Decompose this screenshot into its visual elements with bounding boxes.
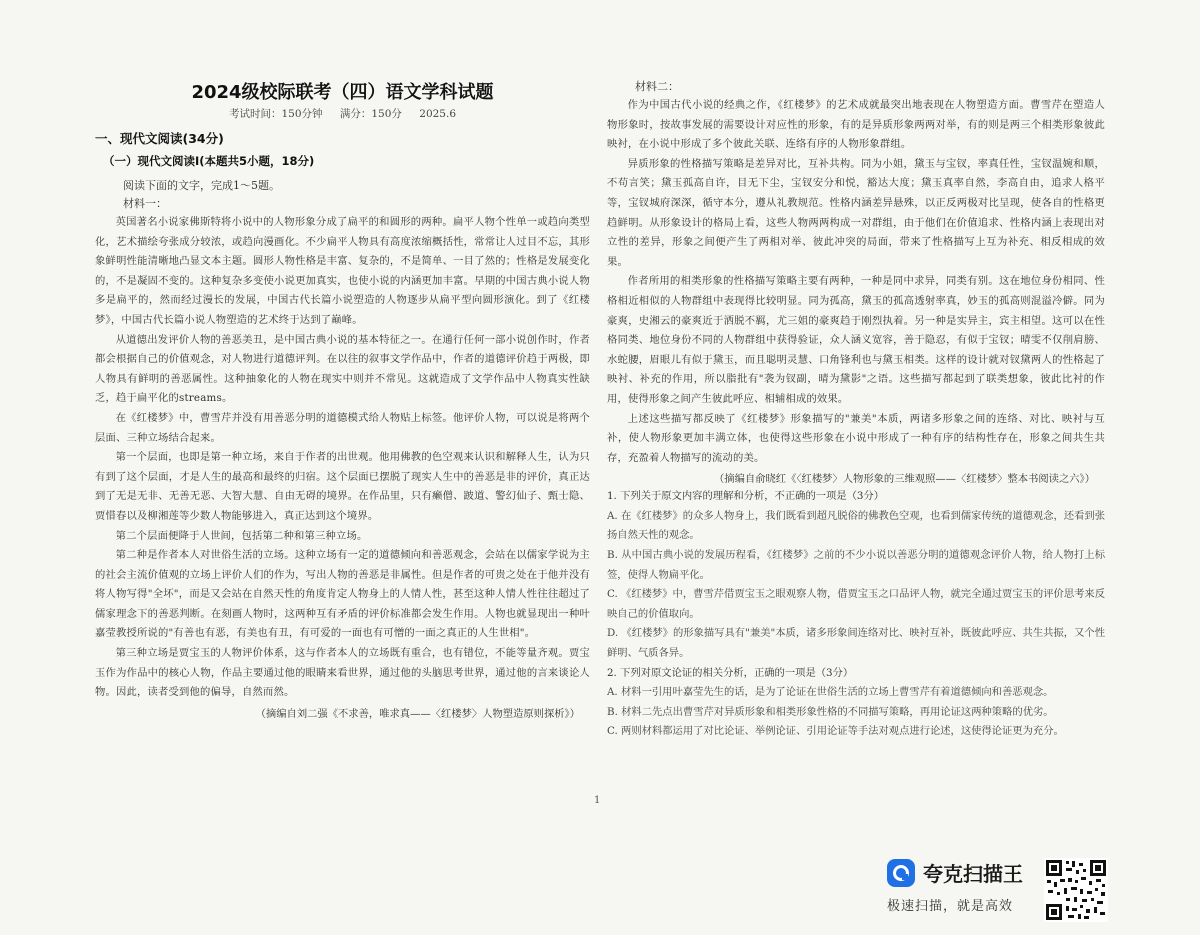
material1-source: （摘编自刘二强《不求善，唯求真——〈红楼梦〉人物塑造原则探析》）	[255, 707, 580, 720]
watermark-brand: 夸克扫描王	[923, 862, 1023, 886]
question-1-option: D. 《红楼梦》的形象描写具有"兼美"本质，诸多形象间连络对比、映衬互补，既彼此呼应、共生共振，又个性鲜明、气质各异。	[607, 627, 1105, 660]
question-1-option: C. 《红楼梦》中，曹雪芹借贾宝玉之眼观察人物，借贾宝玉之口品评人物，就完全通过贾宝玉的评价思考来反映自己的价值取向。	[607, 588, 1106, 620]
exam-info: 考试时间：150分钟 满分：150分 2025.6	[229, 108, 456, 120]
material1-paragraph: 第三种立场是贾宝玉的人物评价体系，这与作者本人的立场既有重合，也有错位，不能等量齐观。贾宝玉作为作品中的核心人物，作品主要通过他的眼睛来看世界，通过他的头脑思考世界，通过他的言来谈论人物。因此，读者受到他的偏导，自然而然。	[95, 647, 590, 699]
question-2-option: C. 两则材料都运用了对比论证、举例论证、引用论证等手法对观点进行论述，这使得论证更为充分。	[607, 725, 1064, 738]
material2-paragraph: 作为中国古代小说的经典之作，《红楼梦》的艺术成就最突出地表现在人物塑造方面。曹雪芹在塑造人物形象时，按故事发展的需要设计对应性的形象，有的是异质形象两两对举，有的则是两三个相类形象彼此映衬，在小说中形成了多个彼此关联、连络有序的人物形象群组。	[607, 99, 1105, 151]
question-2-option: A. 材料一引用叶嘉莹先生的话，是为了论证在世俗生活的立场上曹雪芹有着道德倾向和善恶观念。	[607, 686, 1054, 699]
material1-paragraph: 在《红楼梦》中，曹雪芹并没有用善恶分明的道德模式给人物贴上标签。他评价人物，可以说是将两个层面、三种立场结合起来。	[95, 411, 590, 444]
question-1-option: A. 在《红楼梦》的众多人物身上，我们既看到超凡脱俗的佛教色空观，也看到儒家传统的道德观念，还看到张扬自然天性的观念。	[607, 509, 1105, 542]
material1-label: 材料一：	[123, 197, 167, 210]
left-column	[95, 70, 590, 722]
material2-paragraph: 上述这些描写都反映了《红楼梦》形象描写的"兼美"本质，两诸多形象之间的连络、对比、映衬与互补，使人物形象更加丰满立体，也使得这些形象在小说中形成了一种有序的结构性存在，形象之间共生共存，充盈着人物描写的流动的美。	[607, 412, 1105, 464]
material2-paragraph: 作者所用的相类形象的性格描写策略主要有两种，一种是同中求异，同类有别。这在地位身份相同、性格相近相似的人物群组中表现得比较明显。同为孤高，黛玉的孤高透射率真，妙玉的孤高则混溢冷僻。同为豪爽，史湘云的豪爽近于洒脱不羁，尤三姐的豪爽趋于刚烈执着。另一种是实异主，宾主相望。这可以在性格同类、地位身份不同的人物群组中获得验证，众人涵义宽容，善于隐忍，有似于宝钗；晴雯不仅削肩膀、水蛇腰，眉眼儿有似于黛玉，而且聪明灵慧、口角锋利也与黛玉相类。这样的设计就对钗黛两人的性格起了映衬、补充的作用，所以脂批有"袭为钗副，晴为黛影"之语。这些描写都起到了联类想象，彼此比衬的作用，使得形象之间产生彼此呼应、相辅相成的效果。	[607, 275, 1105, 405]
watermark-slogan: 极速扫描，就是高效	[887, 899, 1014, 914]
question-2-option: B. 材料二先点出曹雪芹对异质形象和相类形象性格的不同描写策略，再用论证这两种策略的优劣。	[607, 705, 1054, 718]
material1-paragraph: 第二个层面便降于人世间，包括第二种和第三种立场。	[115, 529, 368, 542]
material1-paragraph: 第一个层面，也即是第一种立场，来自于作者的出世观。他用佛教的色空观来认识和解释人生，认为只有到了这个层面，才是人生的最高和最终的归宿。这个层面已摆脱了现实人生中的善恶是非的评价，真正达到了无是无非、无善无恶、大智大慧、自由无碍的境界。在作品里，只有癞僧、跛道、警幻仙子、甄士隐、贾惜春以及柳湘莲等少数人物能够进入，真正达到这个境界。	[95, 451, 590, 522]
question-1: 1. 下列关于原文内容的理解和分析，不正确的一项是（3分）	[607, 490, 885, 503]
material1-paragraph: 从道德出发评价人物的善恶美丑，是中国古典小说的基本特征之一。在通行任何一部小说创作时，作者都会根据自己的价值观念，对人物进行道德评判。在以往的叙事文学作品中，作者的道德评价趋于两极，即人物具有鲜明的善恶属性。这种抽象化的人物在现实中则并不常见。这就造成了文学作品中人物真实性缺乏，趋于扁平化的streams。	[95, 333, 590, 405]
exam-title: 2024级校际联考（四）语文学科试题	[191, 82, 494, 103]
material1-paragraph: 英国著名小说家佛斯特将小说中的人物形象分成了扁平的和圆形的两种。扁平人物个性单一或趋向类型化，艺术描绘夸张成分较浓，或趋向漫画化。不少扁平人物具有高度浓缩概括性，常常让人过目不忘，其形象鲜明性能清晰地凸显文本主题。圆形人物性格是丰富、复杂的，不是简单、一目了然的；性格是发展变化的，不是凝固不变的。这种复杂多变使小说更加真实，也使小说的内涵更加丰富。早期的中国古典小说人物多是扁平的，然而经过漫长的发展，中国古代长篇小说塑造的人物逐步从扁平型向圆形演化。到了《红楼梦》，中国古代长篇小说人物塑造的艺术终于达到了巅峰。	[95, 216, 590, 326]
material2-paragraph: 异质形象的性格描写策略是差异对比，互补共构。同为小姐，黛玉与宝钗，率真任性，宝钗温婉和顺，不苟言笑；黛玉孤高自许，目无下尘，宝钗安分和悦，豁达大度；黛玉真率自然，李高自由，追求人格平等，宝钗城府深深，循守本分，遵从礼教规范。性格内涵差异悬殊，以正反两极对比呈现，使各自的性格更趋鲜明。从形象设计的格局上看，这些人物两两构成一对群组，由于他们在价值追求、性格内涵上表现出对立性的差异，形象之间便产生了两相对举、彼此冲突的局面，带来了性格描写上互为补充、相反相成的效果。	[607, 157, 1105, 268]
qr-code-icon	[1044, 858, 1108, 922]
subsection-title: （一）现代文阅读Ⅰ(本题共5小题，18分)	[103, 154, 315, 168]
material2-label: 材料二：	[635, 80, 679, 93]
question-1-option: B. 从中国古典小说的发展历程看，《红楼梦》之前的不少小说以善恶分明的道德观念评价人物，给人物打上标签，使得人物扁平化。	[607, 549, 1105, 581]
scanner-watermark	[887, 858, 1037, 914]
section-title: 一、现代文阅读(34分)	[95, 131, 224, 146]
reading-instruction: 阅读下面的文字，完成1～5题。	[123, 179, 280, 192]
material1-paragraph: 第二种是作者本人对世俗生活的立场。这种立场有一定的道德倾向和善恶观念，会站在以儒家学说为主的社会主流价值观的立场上评价人们的作为，写出人物的善恶是非属性。但是作者的可贵之处在于他并没有将人物写得"全坏"，而是又会站在自然天性的角度肯定人物身上的人情人性，甚至这种人情人性往往超过了儒家理念下的善恶判断。在刻画人物时，这两种互有矛盾的评价标准都会发生作用。人物也就显现出一种叶嘉莹教授所说的"有善也有恶，有美也有丑，有可爱的一面也有可憎的一面之真正的人生世相"。	[95, 549, 590, 640]
quark-logo-icon	[887, 859, 915, 887]
question-2: 2. 下列对原文论证的相关分析，正确的一项是（3分）	[607, 666, 854, 679]
right-column	[607, 70, 1105, 742]
page-number: 1	[594, 795, 601, 806]
material2-source: （摘编自俞晓红《〈红楼梦〉人物形象的三维观照——〈红楼梦〉整本书阅读之六》）	[714, 473, 1095, 486]
